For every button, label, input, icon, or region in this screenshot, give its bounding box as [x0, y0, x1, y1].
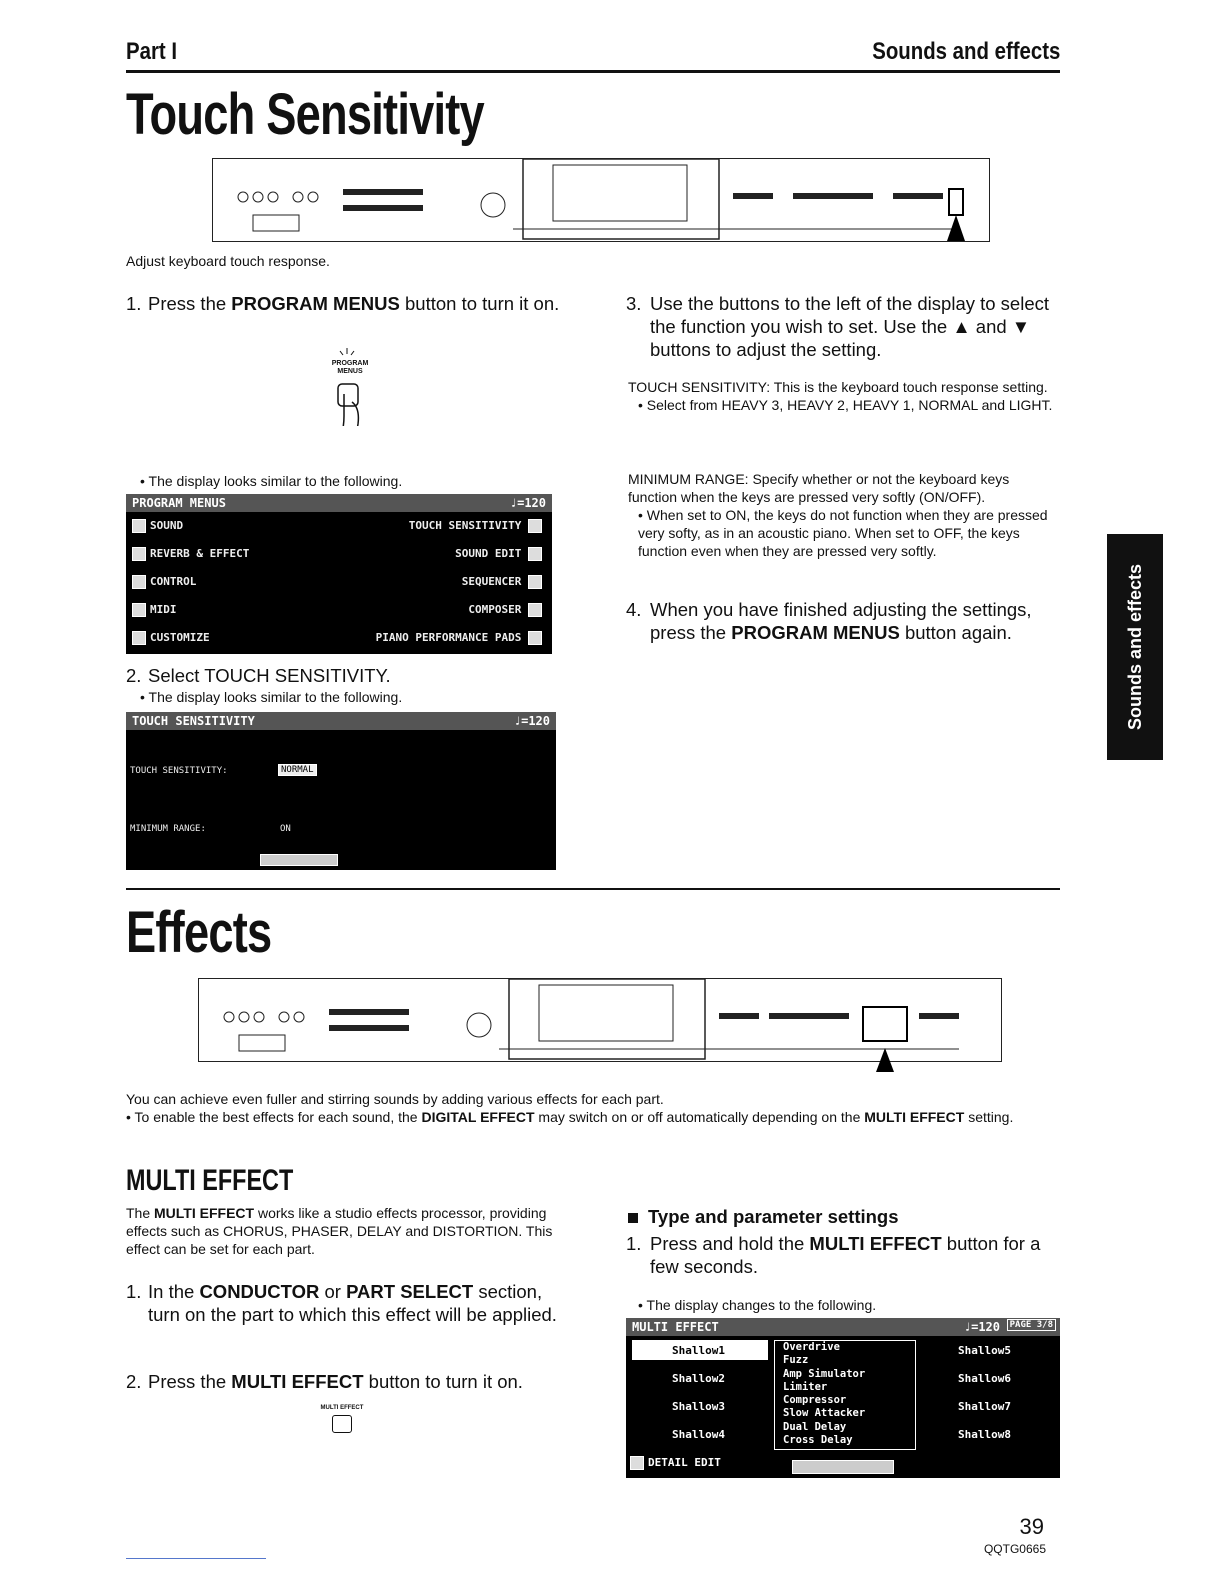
effects-intro [126, 1090, 1062, 1126]
touch-caption: Adjust keyboard touch response. [126, 253, 330, 269]
menu-left-item: CONTROL [150, 575, 197, 588]
display-note-1: • The display looks similar to the following. [140, 473, 403, 489]
effect-type-item[interactable]: Shallow8 [958, 1428, 1011, 1441]
step-text: Press and hold the [650, 1233, 810, 1254]
part-label: Part I [126, 38, 178, 65]
minimum-range-value[interactable]: ON [280, 824, 291, 834]
multi-step-1 [126, 1280, 562, 1326]
button-label: PROGRAM MENUS [331, 360, 369, 375]
menu-row[interactable] [126, 624, 552, 652]
edit-icon [630, 1456, 644, 1470]
bullet-text: may switch on or off automatically depending on the [534, 1109, 865, 1125]
dropdown-option[interactable]: Fuzz [783, 1354, 809, 1367]
mr-desc-text: MINIMUM RANGE: Specify whether or not the keyboard keys function when the keys are pressed very softly (ON/OFF). [628, 471, 1010, 505]
step-text: section, turn on the part to which this effect will be applied. [148, 1281, 557, 1325]
dropdown-option[interactable]: Limiter [783, 1380, 828, 1393]
step-text: or [319, 1281, 347, 1302]
side-tab: Sounds and effects [1107, 534, 1163, 760]
bold-term: CONDUCTOR [199, 1281, 320, 1302]
ts-desc-text: TOUCH SENSITIVITY: This is the keyboard touch response setting. [628, 379, 1048, 395]
reverb-icon [132, 547, 146, 561]
dropdown-option[interactable]: Cross Delay [783, 1434, 853, 1447]
midi-icon [132, 603, 146, 617]
mr-description [628, 470, 1062, 560]
control-icon [132, 575, 146, 589]
multi-step-2 [126, 1370, 562, 1393]
step-number: 4. [626, 599, 642, 620]
display-note-3: • The display changes to the following. [638, 1297, 877, 1313]
section-divider [126, 888, 1060, 890]
touch-sensitivity-value[interactable]: NORMAL [278, 764, 317, 776]
panel-drawing [213, 159, 989, 241]
step-text: button for a few seconds. [650, 1233, 1041, 1277]
menu-row[interactable] [126, 596, 552, 624]
touch-step-4 [626, 598, 1062, 644]
touch-step-2 [126, 664, 562, 687]
dropdown-option[interactable]: Dual Delay [783, 1420, 847, 1433]
bullet-text: setting. [964, 1109, 1014, 1125]
effect-dropdown-list[interactable] [774, 1340, 916, 1450]
menu-right-item: COMPOSER [468, 603, 522, 616]
step-text: Press the [148, 293, 232, 314]
desc-text: works like a studio effects processor, providing effects such as CHORUS, PHASER, DELAY and DISTORTION. This effect can be set for each part. [126, 1205, 553, 1257]
menu-icon [528, 631, 542, 645]
menu-icon [528, 519, 542, 533]
touch-step-1 [126, 292, 562, 315]
intro-text: You can achieve even fuller and stirring sounds by adding various effects for each part. [126, 1091, 664, 1107]
dropdown-option[interactable]: Compressor [783, 1394, 847, 1407]
page-number: 39 [1019, 1514, 1044, 1539]
type-settings-heading [628, 1206, 899, 1228]
customize-icon [132, 631, 146, 645]
program-menus-display [126, 494, 552, 654]
display-title: MULTI EFFECT [632, 1320, 719, 1334]
multi-effect-heading: MULTI EFFECT [126, 1164, 294, 1197]
menu-right-item: SOUND EDIT [455, 547, 522, 560]
detail-edit-button[interactable] [630, 1456, 721, 1470]
menu-left-item: CUSTOMIZE [150, 631, 210, 644]
effect-type-item[interactable]: Shallow1 [672, 1344, 725, 1357]
touch-step-3 [626, 292, 1062, 361]
effect-type-item[interactable]: Shallow7 [958, 1400, 1011, 1413]
effect-type-item[interactable]: Shallow6 [958, 1372, 1011, 1385]
bold-term: DIGITAL EFFECT [421, 1109, 535, 1125]
touch-sensitivity-display [126, 712, 556, 870]
display-title-bar [126, 494, 552, 512]
step-text: Press the [148, 1371, 232, 1392]
display-title: PROGRAM MENUS [132, 496, 226, 510]
menu-row[interactable] [126, 568, 552, 596]
menu-icon [528, 547, 542, 561]
heading-text: Type and parameter settings [648, 1206, 899, 1227]
step-text: Select TOUCH SENSITIVITY. [148, 665, 391, 686]
dropdown-option[interactable]: Slow Attacker [783, 1407, 866, 1420]
dropdown-option[interactable]: Overdrive [783, 1341, 840, 1353]
program-menus-button[interactable] [320, 346, 380, 456]
effect-type-item[interactable]: Shallow4 [672, 1428, 725, 1441]
bold-term: MULTI EFFECT [809, 1233, 942, 1254]
keyboard-panel-illustration [212, 158, 990, 242]
tempo-readout: ♩=120 [513, 714, 550, 728]
step-number: 1. [626, 1233, 642, 1254]
menu-row[interactable] [126, 540, 552, 568]
bold-term: MULTI EFFECT [231, 1371, 364, 1392]
mr-bullet: • When set to ON, the keys do not function when they are pressed very softy, as in an acoustic piano. When set to OFF, the keys function even when they are pressed very softly. [638, 507, 1048, 559]
menu-icon [528, 603, 542, 617]
detail-edit-label: DETAIL EDIT [648, 1456, 721, 1469]
dropdown-option[interactable]: Amp Simulator [783, 1367, 866, 1380]
step-text: Use the buttons to the left of the display to select the function you wish to set. Use the ▲ and ▼ buttons to adjust the setting. [650, 293, 1050, 360]
effects-title: Effects [126, 900, 272, 965]
scroll-indicator [260, 854, 338, 866]
doc-code: QQTG0665 [983, 1542, 1046, 1556]
effect-type-item[interactable]: Shallow3 [672, 1400, 725, 1413]
step-text: button to turn it on. [399, 293, 560, 314]
button-name: PROGRAM MENUS [731, 622, 900, 643]
bold-term: PART SELECT [346, 1281, 474, 1302]
tempo-readout: ♩=120 [963, 1320, 1000, 1334]
multi-effect-desc [126, 1204, 560, 1258]
step-number: 2. [126, 665, 142, 686]
step-text: button to turn it on. [363, 1371, 523, 1392]
step-number: 3. [626, 293, 642, 314]
ts-bullet: • Select from HEAVY 3, HEAVY 2, HEAVY 1, NORMAL and LIGHT. [638, 397, 1053, 413]
effect-type-item[interactable]: Shallow5 [958, 1344, 1011, 1357]
step-number: 1. [126, 1281, 142, 1302]
touch-title: Touch Sensitivity [126, 82, 484, 147]
bullet-text: • To enable the best effects for each sound, the [126, 1109, 422, 1125]
page-indicator: PAGE 3/8 [1007, 1319, 1056, 1331]
multi-effect-display [626, 1318, 1060, 1478]
ts-description [628, 378, 1062, 414]
multi-effect-button[interactable] [318, 1398, 366, 1444]
menu-left-item: SOUND [150, 519, 184, 532]
bold-term: MULTI EFFECT [154, 1205, 255, 1221]
pointer-arrow-icon [876, 1048, 894, 1072]
step-text: When you have finished adjusting the settings, press the [650, 599, 1032, 643]
display-title: TOUCH SENSITIVITY [132, 714, 255, 728]
menu-left-item: MIDI [150, 603, 177, 616]
section-label: Sounds and effects [871, 38, 1060, 65]
menu-right-item: TOUCH SENSITIVITY [408, 519, 522, 532]
minimum-range-label: MINIMUM RANGE: [130, 824, 206, 834]
scroll-indicator [792, 1460, 894, 1474]
menu-right-item: SEQUENCER [461, 575, 522, 588]
header-rule [126, 70, 1060, 73]
step-number: 2. [126, 1371, 142, 1392]
display-title-bar [626, 1318, 1060, 1336]
footer-line [126, 1558, 266, 1559]
type-step-1 [626, 1232, 1062, 1278]
menu-row[interactable] [126, 512, 552, 540]
step-number: 1. [126, 293, 142, 314]
step-text: In the [148, 1281, 200, 1302]
finger-press-icon [320, 346, 380, 426]
square-bullet-icon [628, 1213, 638, 1223]
button-name: PROGRAM MENUS [231, 293, 400, 314]
menu-right-item: PIANO PERFORMANCE PADS [375, 631, 522, 644]
display-note-2: • The display looks similar to the following. [140, 689, 403, 705]
desc-text: The [126, 1205, 155, 1221]
button-label: MULTI EFFECT [320, 1405, 364, 1411]
bold-term: MULTI EFFECT [864, 1109, 965, 1125]
touch-sensitivity-label: TOUCH SENSITIVITY: [130, 766, 228, 776]
display-title-bar [126, 712, 556, 730]
step-text: button again. [899, 622, 1012, 643]
button-shape [332, 1415, 352, 1433]
menu-left-item: REVERB & EFFECT [150, 547, 250, 560]
effect-type-item[interactable]: Shallow2 [672, 1372, 725, 1385]
menu-icon [528, 575, 542, 589]
tempo-readout: ♩=120 [509, 496, 546, 510]
sound-icon [132, 519, 146, 533]
